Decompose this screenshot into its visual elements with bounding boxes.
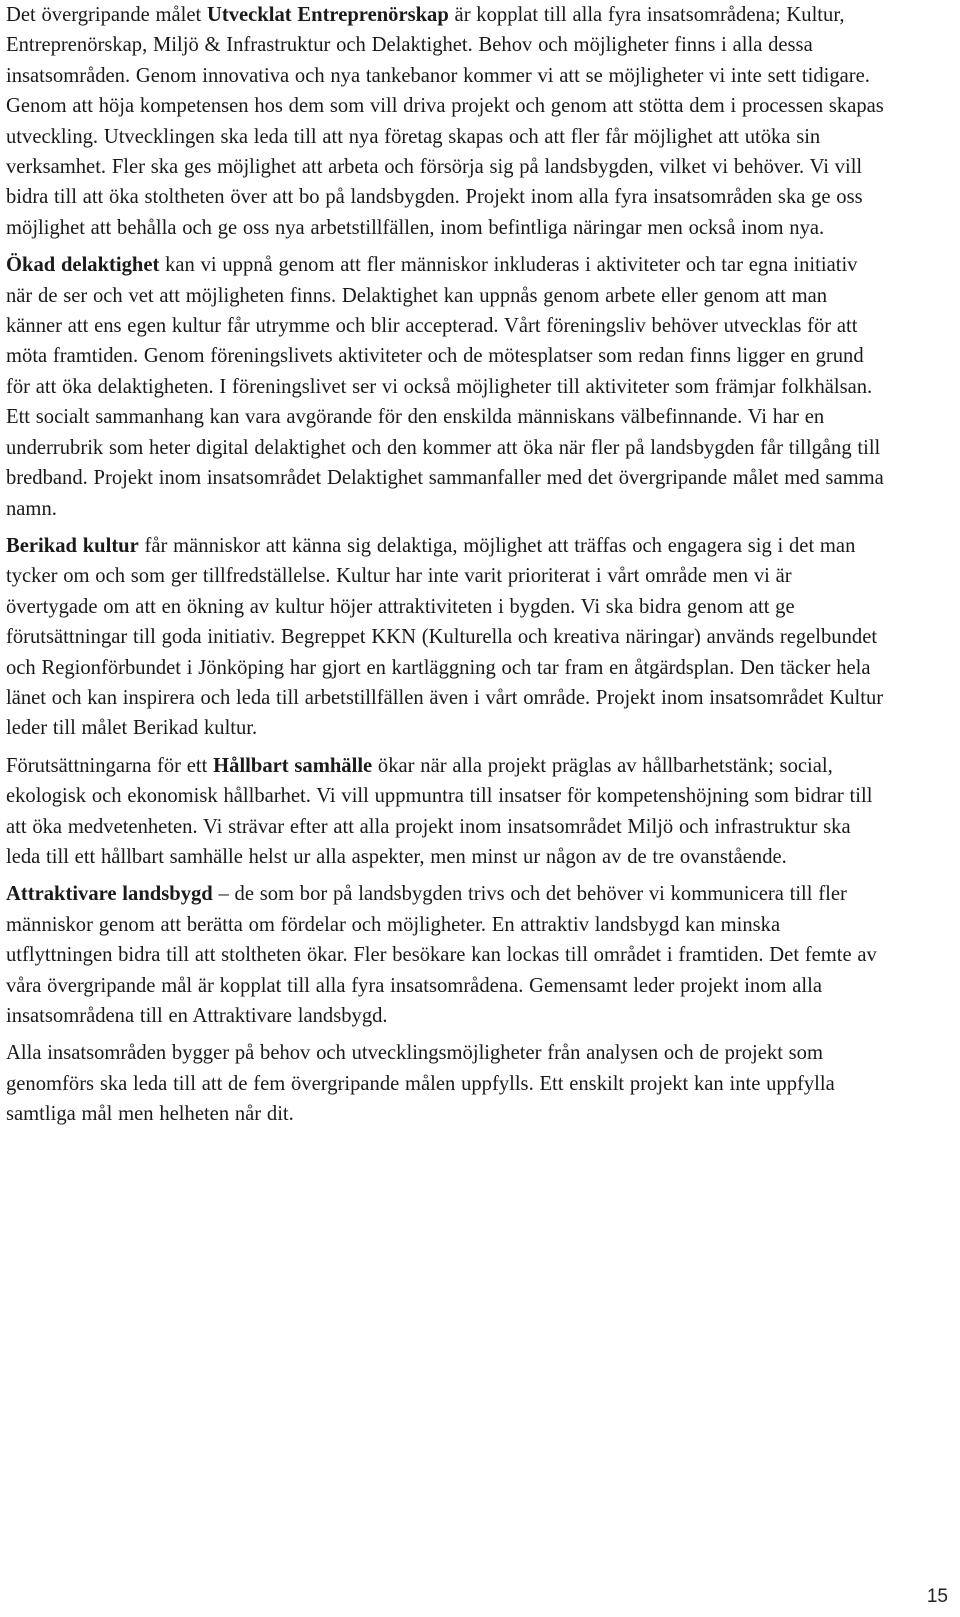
paragraph-body-text: Alla insatsområden bygger på behov och utvecklingsmöjligheter från analysen och de projekt som genomförs ska leda till att de fem övergripande målen uppfylls. Ett enskilt projekt kan inte uppfylla samtliga mål men helheten når dit.: [6, 1042, 835, 1126]
page-number: 15: [926, 1586, 948, 1607]
paragraph-hallbart-samhalle: [6, 751, 886, 873]
paragraph-body-text: – de som bor på landsbygden trivs och det behöver vi kommunicera till fler människor genom att berätta om fördelar och möjligheter. En attraktiv landsbygd kan minska utflyttningen bidra till att stoltheten ökar. Fler besökare kan lockas till området i framtiden. Det femte av våra övergripande mål är kopplat till alla fyra insatsområdena. Gemensamt leder projekt inom alla insatsområdena till en Attraktivare landsbygd.: [6, 883, 877, 1027]
goal-heading-hallbart-samhalle: Hållbart samhälle: [213, 754, 373, 777]
paragraph-body-text: kan vi uppnå genom att fler människor inkluderas i aktiviteter och tar egna initiativ när de ser och vet att möjligheten finns. Delaktighet kan uppnås genom arbete eller genom att man känner att ens egen kultur får utrymme och blir accepterad. Vårt föreningsliv behöver utvecklas för att möta framtiden. Genom föreningslivets aktiviteter och de mötesplatser som redan finns ligger en grund för att öka delaktigheten. I föreningslivet ser vi också möjligheter till aktiviteter som främjar folkhälsan. Ett socialt sammanhang kan vara avgörande för den enskilda människans välbefinnande. Vi har en underrubrik som heter digital delaktighet och den kommer att öka när fler på landsbygden får tillgång till bredband. Projekt inom insatsområdet Delaktighet sammanfaller med det övergripande målet med samma namn.: [6, 254, 884, 520]
goal-heading-berikad-kultur: Berikad kultur: [6, 534, 139, 557]
paragraph-utvecklat-entreprenorskap: [6, 0, 886, 243]
paragraph-attraktivare-landsbygd: [6, 879, 886, 1031]
paragraph-berikad-kultur: [6, 531, 886, 744]
document-page: [6, 0, 886, 1130]
paragraph-intro-text: Förutsättningarna för ett: [6, 754, 214, 777]
paragraph-body-text: ökar när alla projekt präglas av hållbarhetstänk; social, ekologisk och ekonomisk hållbarhet. Vi vill uppmuntra till insatser för kompetenshöjning som bidrar till att öka medvetenheten. Vi strävar efter att alla projekt inom insatsområdet Miljö och infrastruktur ska leda till ett hållbart samhälle helst ur alla aspekter, men minst ur någon av de tre ovanstående.: [6, 754, 873, 868]
goal-heading-okad-delaktighet: Ökad delaktighet: [6, 254, 160, 277]
paragraph-intro-text: Det övergripande målet: [6, 4, 207, 26]
goal-heading-attraktivare-landsbygd: Attraktivare landsbygd: [6, 883, 213, 906]
paragraph-body-text: får människor att känna sig delaktiga, möjlighet att träffas och engagera sig i det man tycker om och som ger tillfredställelse. Kultur har inte varit prioriterat i vårt område men vi är övertygade om att en ökning av kultur höjer attraktiviteten i bygden. Vi ska bidra genom att ge förutsättningar till goda initiativ. Begreppet KKN (Kulturella och kreativa näringar) används regelbundet och Regionförbundet i Jönköping har gjort en kartläggning och tar fram en åtgärdsplan. Den täcker hela länet och kan inspirera och leda till arbetstillfällen även i vårt område. Projekt inom insatsområdet Kultur leder till målet Berikad kultur.: [6, 534, 884, 740]
goal-heading-utvecklat-entreprenorskap: Utvecklat Entreprenörskap: [207, 4, 449, 26]
paragraph-summary: [6, 1038, 886, 1129]
paragraph-okad-delaktighet: [6, 250, 886, 524]
paragraph-body-text: är kopplat till alla fyra insatsområdena; Kultur, Entreprenörskap, Miljö & Infrastruktur och Delaktighet. Behov och möjligheter finns i alla dessa insatsområden. Genom innovativa och nya tankebanor kommer vi att se möjligheter vi inte sett tidigare. Genom att höja kompetensen hos dem som vill driva projekt och genom att stötta dem i processen skapas utveckling. Utvecklingen ska leda till att nya företag skapas och att fler får möjlighet att utöka sin verksamhet. Fler ska ges möjlighet att arbeta och försörja sig på landsbygden, vilket vi behöver. Vi vill bidra till att öka stoltheten över att bo på landsbygden. Projekt inom alla fyra insatsområden ska ge oss möjlighet att behålla och ge oss nya arbetstillfällen, inom befintliga näringar men också inom nya.: [6, 4, 884, 239]
